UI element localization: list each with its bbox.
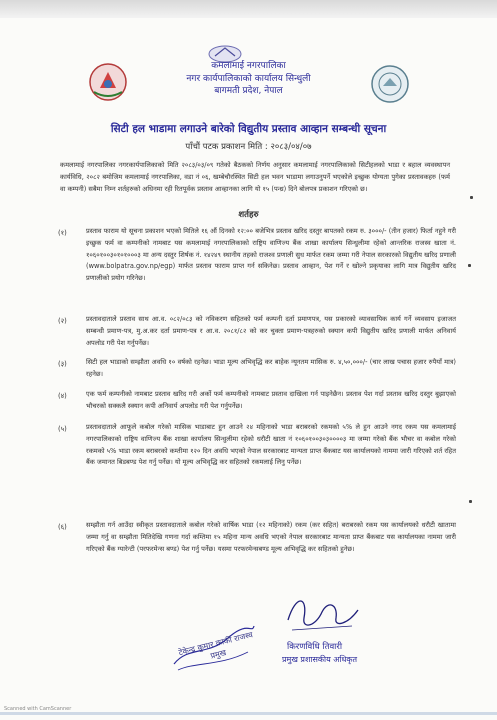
- clause-number: (४): [58, 392, 67, 400]
- municipality-seal-icon: [370, 64, 410, 104]
- clause-number: (३): [58, 360, 67, 368]
- clause-text: सिटी हल भाडाको सम्झौता अवधि १० वर्षको रहनेछ। भाडा मूल्य अभिवृद्धि कर बाहेक न्यूनतम मासिक रु. ४,५०,०००/- (चार लाख पचास हजार रुपैयाँ मात्र) रहनेछ।: [86, 358, 456, 378]
- margin-mark: [468, 264, 471, 267]
- clause-text: एक फर्म कम्पनीको नामबाट प्रस्ताव खरिद गरी अर्को फर्म कम्पनीको नामबाट प्रस्ताव दाखिला गर्न पाइनेछैन। प्रस्ताव पेश गर्दा प्रस्ताव खरिद दस्तुर बुझाएको भौचरको सक्कलै स्क्यान कपी अनिवार्य अपलोड गरी पेश गर्नुपर्नेछ।: [86, 390, 456, 410]
- signer-name: किरणविधि तिवारी: [287, 642, 343, 652]
- clause-number: (१): [58, 229, 67, 237]
- clause-number: (२): [58, 317, 67, 325]
- notice-title: सिटी हल भाडामा लगाउने बारेको विद्युतीय प्रस्ताव आव्हान सम्बन्धी सूचना: [110, 123, 387, 135]
- office-address: बागमती प्रदेश, नेपाल: [214, 86, 283, 96]
- clause-text: प्रस्तावदाताले आफूले कबोल गरेको मासिक भाडाबाट हुन आउने २४ महिनाको भाडा बराबरको रकमको ५% ले हुन आउने नगद रकम यस कमलामाई नगरपालिकाको राष्ट्रिय वाणिज्य बैंक शाखा कार्यालय सिन्धुलीमा रहेको धरौटी खाता नं १०६०१००३०३००००३ मा जम्मा गरेको बैंक भौचर वा कबोल गरेको रकमको ५% भाडा रकम बराबरको कम्तीमा १२० दिन अवधि भएको नेपाल सरकारबाट मान्यता प्राप्त बैंकबाट यस कार्यालयको नाममा जारी गरिएको शर्त रहित बैंक जमानत बिडबण्ड पेश गर्नु पर्नेछ। यो मूल्य अभिवृद्धि कर सहितको रकमलाई लिनु पर्नेछ।: [86, 423, 456, 467]
- publication-date: पाँचौं पटक प्रकाशन मिति : २०८३/०४/०७: [185, 142, 312, 152]
- clause-text: सम्झौता गर्न आउँदा स्वीकृत प्रस्तावदाताले कबोल गरेको वार्षिक भाडा (१२ महिनाको) रकम (कर सहित) बराबरको रकम यस कार्यालयको धरौटी खातामा जम्मा गर्नु वा सम्झौता मितिदेखि गणना गर्दा कम्तिमा १५ महिना मान्य अवधि भएको नेपाल सरकारबाट मान्यता प्राप्त बैंकबाट यस कार्यालयका नाममा जारी गरिएको बैंक ग्यारेन्टी (परफरमेन्स बण्ड) पेश गर्नु पर्नेछ। यसमा परफरमेन्सबण्ड मूल्य अभिवृद्धि कर सहितको हुनेछ।: [86, 521, 456, 553]
- clause-number: (५): [58, 425, 67, 433]
- conditions-heading: शर्तहरु: [238, 210, 259, 220]
- margin-mark: [470, 196, 473, 199]
- officer-signature-icon: [282, 590, 362, 638]
- office-subtitle: नगर कार्यपालिकाको कार्यालय सिन्धुली: [186, 74, 311, 84]
- revenue-chief-stamp: टेकेन्द्र कुमार कार्की राजस्व प्रमुख: [177, 630, 254, 661]
- signer-title: प्रमुख प्रशासकीय अधिकृत: [282, 655, 358, 664]
- footer-rule: [0, 712, 497, 715]
- clause-text: प्रस्ताव फाराम यो सूचना प्रकाशन भएको मितिले १६ औं दिनको १२:०० बजेभित्र प्रस्ताव खरिद दस्तुर बापतको रकम रु. ३०००/- (तीन हजार) फिर्ता नहुने गरी इच्छुक फर्म वा कम्पनीको नामबाट यस कमलामाई नगरपालिकाको राष्ट्रिय वाणिज्य बैंक शाखा कार्यालय सिन्धुलीमा रहेको आन्तरिक राजस्व खाता नं. १०६०१००३०१०१०००३ मा अन्य दस्तुर शिर्षक नं. १४२४९ स्थानीय तहको राजश्व प्रणाली सुध मार्फत रकम जम्मा गरी नेपाल सरकारको विद्युतीय खरिद प्रणाली (www.bolpatra.gov.np/egp) मार्फत प्रस्ताव फाराम प्राप्त गर्न सकिनेछ। प्रस्ताव आव्हान, पेश गर्ने र खोल्ने प्रकृयाका लागि मात्र विद्युतीय खरिद प्रणालीको प्रयोग गरिनेछ।: [86, 227, 456, 283]
- margin-mark: [469, 500, 472, 503]
- clause-number: (६): [58, 523, 67, 531]
- clause-text: प्रस्तावदाताले प्रस्ताव साथ आ.व. ०८२/०८३ को नविकरण सहितको फर्म कम्पनी दर्ता प्रमाणपत्र, यस प्रकारको व्यावसायिक कार्य गर्ने व्यवसाय इजाजत सम्बन्धी प्रमाण-पत्र, मु.अ.कर दर्ता प्रमाण-पत्र र आ.व. २०८१/८२ को कर चुक्ता प्रमाण-पत्रहरुको स्क्यान कपी विद्युतीय खरिद प्रणाली मार्फत अनिवार्य अपलोड गरी पेश गर्नुपर्नेछ।: [86, 315, 456, 347]
- scanner-note: Scanned with CamScanner: [4, 706, 72, 712]
- scan-top-band: [0, 0, 497, 18]
- office-name: कमलामाई नगरपालिका: [211, 61, 286, 71]
- intro-paragraph: कमलामाई नगरपालिका नगरकार्यपालिकाको मिति २०८३/०३/०९ गतेको बैठकको निर्णय अनुसार कमलामाई नगरपालिकाको सिटीहलको भाडा र बहाल व्यवस्थापन कार्यविधि, २०८२ बमोजिम कमलामाई नगरपालिका, वडा नं ०६, खम्बेचौरस्थित सिटी हल भवन भाडामा लगाउनुपर्ने भएकोले इच्छुक योग्यता पुगेका प्रस्तावकहरु (फर्म वा कम्पनी) सबैमा निम्न शर्तहरुको अधिनमा रही रितपूर्वक प्रस्ताव आव्हानका लागि यो १५ (पन्ध्र) दिने बोलपत्र प्रकाशन गरिएको छ।: [60, 161, 450, 193]
